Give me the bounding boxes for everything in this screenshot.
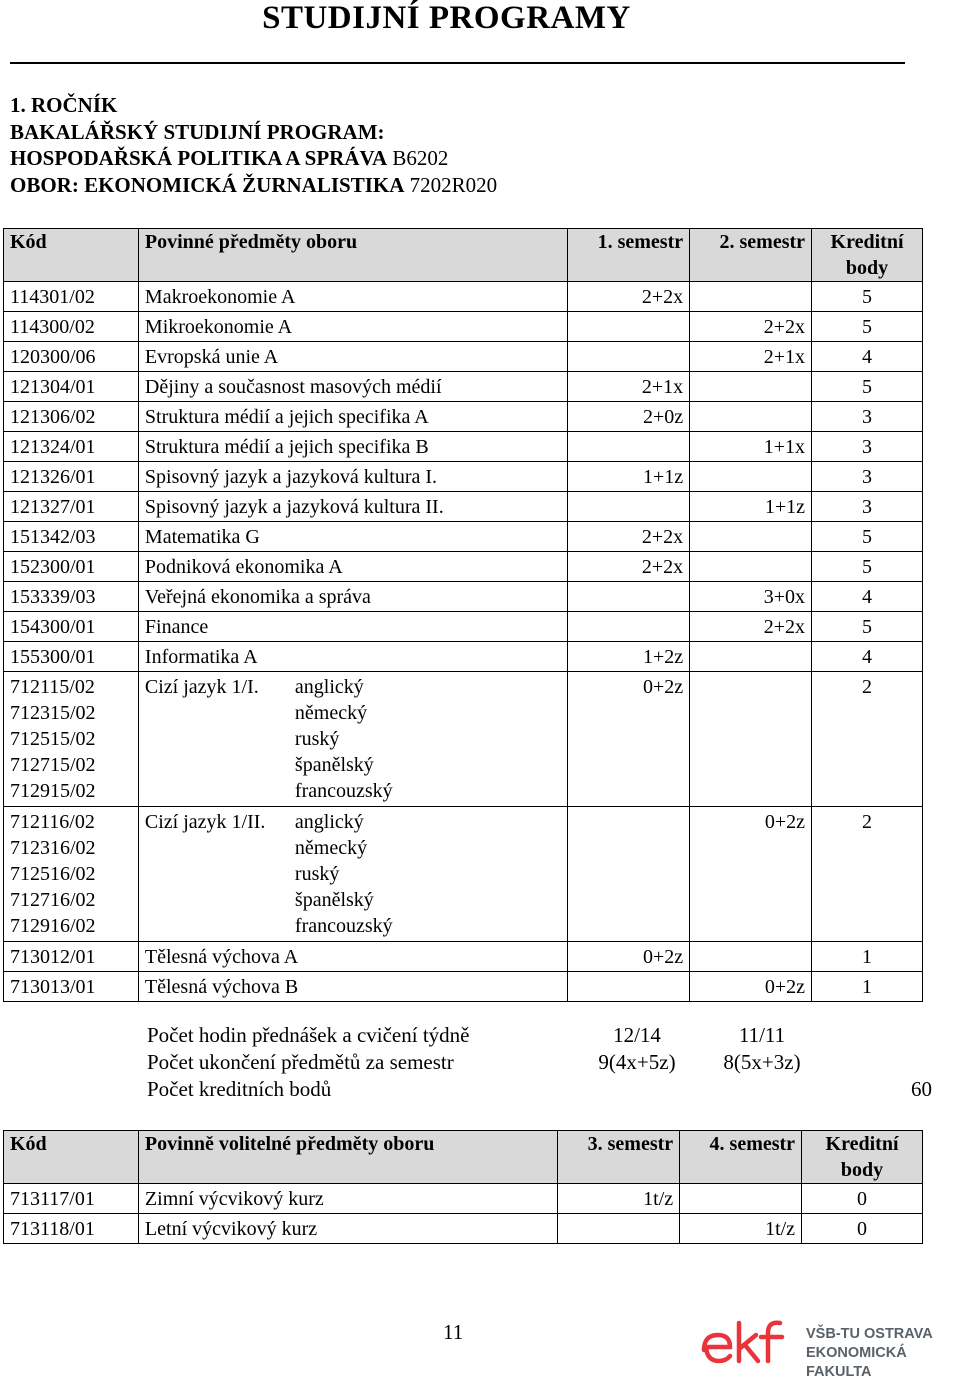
table-row — [4, 402, 923, 432]
sem2-cell — [680, 1184, 802, 1214]
col-header-code: Kód — [4, 229, 139, 282]
table-header-row — [4, 229, 923, 282]
code-cell: 152300/01 — [4, 552, 139, 582]
col-header-credits: Kreditní body — [802, 1131, 923, 1184]
subject-cell: Letní výcvikový kurz — [138, 1214, 557, 1244]
code-cell: 154300/01 — [4, 612, 139, 642]
page-title: STUDIJNÍ PROGRAMY — [262, 0, 631, 36]
sem2-cell — [690, 672, 812, 807]
title-underline — [10, 62, 905, 64]
sem1-cell — [568, 972, 690, 1002]
language-name: německý — [294, 702, 368, 724]
summary-hours-sem1: 12/14 — [613, 1023, 661, 1047]
subject-cell: Matematika G — [138, 522, 567, 552]
table-row — [4, 432, 923, 462]
table-row — [4, 462, 923, 492]
code-cell: 712116/02 — [10, 811, 95, 833]
lang1-subject — [138, 672, 567, 807]
table-row — [4, 1214, 923, 1244]
sem1-cell: 1+1z — [568, 462, 690, 492]
credits-cell: 4 — [812, 642, 923, 672]
language-name: ruský — [294, 728, 340, 750]
sem2-cell: 2+2x — [690, 312, 812, 342]
code-cell: 712515/02 — [10, 728, 96, 750]
col-header-sem4: 4. semestr — [680, 1131, 802, 1184]
code-cell: 153339/03 — [4, 582, 139, 612]
subject-cell: Spisovný jazyk a jazyková kultura II. — [138, 492, 567, 522]
language-name: anglický — [294, 676, 364, 698]
sem2-cell — [690, 282, 812, 312]
program-name: HOSPODAŘSKÁ POLITIKA A SPRÁVA — [10, 146, 388, 170]
code-cell: 712315/02 — [10, 702, 96, 724]
program-heading — [10, 92, 497, 198]
table-row — [4, 282, 923, 312]
code-cell: 713013/01 — [4, 972, 139, 1002]
code-cell: 121306/02 — [4, 402, 139, 432]
language-name: francouzský — [294, 915, 393, 937]
col-header-sem3: 3. semestr — [558, 1131, 680, 1184]
credits-cell: 5 — [812, 612, 923, 642]
credits-cell: 2 — [812, 672, 923, 807]
code-cell: 155300/01 — [4, 642, 139, 672]
credits-cell: 5 — [812, 282, 923, 312]
table-row — [4, 972, 923, 1002]
program-name-line — [10, 145, 497, 172]
sem1-cell: 0+2z — [568, 672, 690, 807]
summary-hours-sem2: 11/11 — [738, 1023, 786, 1047]
field-name: OBOR: EKONOMICKÁ ŽURNALISTIKA — [10, 172, 405, 197]
sem2-cell: 3+0x — [690, 582, 812, 612]
sem1-cell — [568, 432, 690, 462]
table-row — [4, 342, 923, 372]
language-name: španělský — [294, 754, 374, 776]
code-cell: 713012/01 — [4, 942, 139, 972]
sem2-cell — [690, 402, 812, 432]
sem1-cell — [568, 807, 690, 942]
table-row-lang2 — [4, 807, 923, 942]
credits-cell: 3 — [812, 492, 923, 522]
subject-cell: Struktura médií a jejich specifika B — [138, 432, 567, 462]
subject-cell: Tělesná výchova B — [138, 972, 567, 1002]
program-type-heading: BAKALÁŘSKÝ STUDIJNÍ PROGRAM: — [10, 119, 385, 144]
lang1-label: Cizí jazyk 1/I. — [144, 676, 259, 698]
sem2-cell: 1+1z — [690, 492, 812, 522]
language-name: španělský — [294, 889, 374, 911]
field-line — [10, 172, 497, 199]
table-row — [4, 942, 923, 972]
sem2-cell: 0+2z — [690, 807, 812, 942]
language-name: ruský — [294, 863, 340, 885]
col-header-subject: Povinně volitelné předměty oboru — [138, 1131, 557, 1184]
summary-exams-label: Počet ukončení předmětů za semestr — [147, 1050, 454, 1074]
table-row — [4, 1184, 923, 1214]
table-row — [4, 582, 923, 612]
sem2-cell: 2+2x — [690, 612, 812, 642]
code-cell: 712716/02 — [10, 889, 96, 911]
lang2-subject — [138, 807, 567, 942]
table-row-lang1 — [4, 672, 923, 807]
summary-credits-label: Počet kreditních bodů — [147, 1077, 332, 1101]
compulsory-subjects-table — [3, 228, 923, 1002]
sem2-cell — [690, 942, 812, 972]
table-row — [4, 642, 923, 672]
lang2-label: Cizí jazyk 1/II. — [144, 811, 266, 833]
sem1-cell — [568, 612, 690, 642]
credits-cell: 3 — [812, 432, 923, 462]
sem2-cell — [690, 522, 812, 552]
table-row — [4, 552, 923, 582]
faculty-logo — [698, 1317, 958, 1380]
subject-cell: Mikroekonomie A — [138, 312, 567, 342]
sem2-cell: 1t/z — [680, 1214, 802, 1244]
code-cell: 121304/01 — [4, 372, 139, 402]
sem1-cell: 1t/z — [558, 1184, 680, 1214]
summary-hours-row — [147, 1022, 932, 1049]
language-name: anglický — [294, 811, 364, 833]
logo-university: VŠB-TU OSTRAVA — [806, 1326, 933, 1342]
logo-text — [806, 1325, 958, 1382]
code-cell: 712915/02 — [10, 780, 96, 802]
subject-cell: Evropská unie A — [138, 342, 567, 372]
credits-cell: 4 — [812, 342, 923, 372]
table-header-row — [4, 1131, 923, 1184]
subject-cell: Podniková ekonomika A — [138, 552, 567, 582]
code-cell: 713118/01 — [4, 1214, 139, 1244]
credits-cell: 4 — [812, 582, 923, 612]
code-cell: 120300/06 — [4, 342, 139, 372]
credits-cell: 5 — [812, 552, 923, 582]
sem1-cell — [568, 492, 690, 522]
ekf-logo-icon — [698, 1317, 798, 1372]
lang1-codes — [4, 672, 139, 807]
credits-cell: 0 — [802, 1214, 923, 1244]
sem1-cell — [568, 342, 690, 372]
code-cell: 121327/01 — [4, 492, 139, 522]
subject-cell: Informatika A — [138, 642, 567, 672]
sem1-cell: 2+0z — [568, 402, 690, 432]
lang2-codes — [4, 807, 139, 942]
summary-exams-row — [147, 1049, 932, 1076]
summary-credits-total: 60 — [911, 1077, 932, 1101]
code-cell: 121326/01 — [4, 462, 139, 492]
credits-cell: 1 — [812, 972, 923, 1002]
sem1-cell: 0+2z — [568, 942, 690, 972]
optional-subjects-table — [3, 1130, 923, 1244]
summary-exams-sem2: 8(5x+3z) — [723, 1050, 801, 1074]
code-cell: 713117/01 — [4, 1184, 139, 1214]
sem1-cell — [568, 582, 690, 612]
credits-cell: 5 — [812, 522, 923, 552]
sem2-cell: 2+1x — [690, 342, 812, 372]
subject-cell: Tělesná výchova A — [138, 942, 567, 972]
code-cell: 712115/02 — [10, 676, 95, 698]
sem1-cell: 2+2x — [568, 522, 690, 552]
semester-summary — [147, 1022, 932, 1103]
table-row — [4, 612, 923, 642]
code-cell: 114301/02 — [4, 282, 139, 312]
table-row — [4, 372, 923, 402]
language-name: německý — [294, 837, 368, 859]
sem2-cell — [690, 552, 812, 582]
logo-faculty: EKONOMICKÁ FAKULTA — [806, 1345, 907, 1380]
code-cell: 114300/02 — [4, 312, 139, 342]
code-cell: 712715/02 — [10, 754, 96, 776]
code-cell: 121324/01 — [4, 432, 139, 462]
col-header-sem2: 2. semestr — [690, 229, 812, 282]
table-row — [4, 492, 923, 522]
sem1-cell: 2+1x — [568, 372, 690, 402]
sem1-cell — [568, 312, 690, 342]
subject-cell: Struktura médií a jejich specifika A — [138, 402, 567, 432]
subject-cell: Spisovný jazyk a jazyková kultura I. — [138, 462, 567, 492]
page-number: 11 — [443, 1320, 464, 1344]
subject-cell: Dějiny a současnost masových médií — [138, 372, 567, 402]
summary-exams-sem1: 9(4x+5z) — [598, 1050, 676, 1074]
sem2-cell — [690, 642, 812, 672]
subject-cell: Zimní výcvikový kurz — [138, 1184, 557, 1214]
summary-hours-label: Počet hodin přednášek a cvičení týdně — [147, 1023, 470, 1047]
sem2-cell: 1+1x — [690, 432, 812, 462]
language-name: francouzský — [294, 780, 393, 802]
code-cell: 151342/03 — [4, 522, 139, 552]
credits-cell: 3 — [812, 462, 923, 492]
sem1-cell: 2+2x — [568, 552, 690, 582]
sem1-cell: 2+2x — [568, 282, 690, 312]
sem2-cell — [690, 372, 812, 402]
code-cell: 712516/02 — [10, 863, 96, 885]
sem2-cell — [690, 462, 812, 492]
field-code: 7202R020 — [404, 172, 498, 197]
sem1-cell: 1+2z — [568, 642, 690, 672]
col-header-subject: Povinné předměty oboru — [138, 229, 567, 282]
credits-cell: 1 — [812, 942, 923, 972]
credits-cell: 2 — [812, 807, 923, 942]
table-row — [4, 522, 923, 552]
code-cell: 712316/02 — [10, 837, 96, 859]
col-header-credits: Kreditní body — [812, 229, 923, 282]
code-cell: 712916/02 — [10, 915, 96, 937]
sem2-cell: 0+2z — [690, 972, 812, 1002]
credits-cell: 3 — [812, 402, 923, 432]
col-header-sem1: 1. semestr — [568, 229, 690, 282]
subject-cell: Makroekonomie A — [138, 282, 567, 312]
summary-credits-row — [147, 1076, 932, 1103]
table-row — [4, 312, 923, 342]
credits-cell: 0 — [802, 1184, 923, 1214]
subject-cell: Veřejná ekonomika a správa — [138, 582, 567, 612]
program-code: B6202 — [387, 146, 449, 170]
subject-cell: Finance — [138, 612, 567, 642]
year-heading: 1. ROČNÍK — [10, 93, 118, 117]
credits-cell: 5 — [812, 372, 923, 402]
credits-cell: 5 — [812, 312, 923, 342]
sem1-cell — [558, 1214, 680, 1244]
col-header-code: Kód — [4, 1131, 139, 1184]
